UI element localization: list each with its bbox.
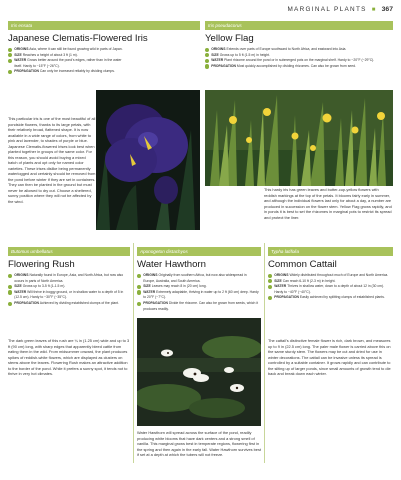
fact-water bbox=[8, 58, 126, 69]
fact-water bbox=[137, 290, 259, 301]
fact-key: WATER bbox=[143, 289, 156, 294]
fact-key: SIZE bbox=[143, 284, 151, 289]
fact-key: SIZE bbox=[274, 278, 282, 283]
fact-water bbox=[8, 290, 128, 301]
fact-text: Easily achieved by splitting clumps of established plants. bbox=[299, 295, 385, 300]
fact-list-japanese-iris bbox=[8, 47, 126, 75]
fact-text: Originally from southern Africa, but now also widespread in Europe, Australia, and South America. bbox=[143, 273, 247, 283]
fact-text: Leaves may reach 8 in (20 cm) long. bbox=[151, 284, 207, 289]
column-divider bbox=[133, 243, 134, 463]
water-icon bbox=[137, 290, 141, 294]
latin-name-bar-iris-ensata bbox=[8, 21, 200, 30]
plant-title-japanese-iris: Japanese Clematis-Flowered Iris bbox=[8, 33, 148, 44]
fact-origins bbox=[137, 273, 259, 284]
body-text-common-cattail: The cattail's distinctive female flower is rich, dark brown, and measures up to 9 in (22.5 cm) long. The paler male flower is carried above this on the same sturdy stem. The flowers may be cut and dried for use in winter decorations. The cattail can be invasive unless its spread is controlled by a suitable container. It grows rapidly and can contribute to the silting up of larger ponds, since small amounts of growth tend to die back and break down each winter. bbox=[268, 338, 391, 376]
section-title: MARGINAL PLANTS bbox=[287, 6, 367, 13]
fact-key: ORIGINS bbox=[14, 47, 29, 51]
fact-propagation bbox=[8, 301, 128, 307]
latin-name: Iris pseudacorus bbox=[208, 23, 242, 28]
body-text-yellow-flag: This hardy iris has green leaves and butter-cup-yellow flowers with reddish markings at the top of the petals. It blooms fairly early in summer, and although the individual flowers last only for about a day, a number are produced in succession on the flower stem. Yellow Flag grows rapidly, and in ponds it is best to set the rhizomes in marginal pots to restrict its spread and protect the liner. bbox=[264, 187, 392, 220]
latin-name: Typha latifolia bbox=[271, 249, 300, 254]
latin-name-bar-aponogeton bbox=[137, 247, 261, 256]
fact-key: PROPAGATION bbox=[274, 295, 299, 300]
latin-name-bar-typha bbox=[268, 247, 393, 256]
propagation-icon bbox=[268, 296, 272, 300]
propagation-icon bbox=[205, 64, 209, 68]
fact-key: ORIGINS bbox=[143, 273, 158, 277]
header-separator-icon: ■ bbox=[371, 6, 377, 13]
fact-list-yellow-flag bbox=[205, 47, 385, 69]
size-icon bbox=[268, 279, 272, 283]
page-number: 367 bbox=[381, 6, 393, 13]
fact-origins bbox=[8, 273, 128, 284]
water-icon bbox=[8, 59, 12, 63]
page-header bbox=[287, 6, 393, 13]
fact-propagation bbox=[8, 69, 126, 75]
body-text-water-hawthorn: Water Hawthorn will spread across the surface of the pond, readily producing white blooms that have dark centers and a strong smell of vanilla. This marginal grows best in temperate regions, flowering first in the spring and then again in the early fall. Water Hawthorn survives best if set at a depth at which the tubers will not freeze. bbox=[137, 430, 261, 457]
yellow-flag-photo bbox=[205, 90, 393, 186]
fact-text: Reaches a height of about 3 ft (1 m). bbox=[22, 52, 78, 57]
water-icon bbox=[205, 59, 209, 63]
fact-key: ORIGINS bbox=[211, 47, 226, 51]
fact-key: WATER bbox=[14, 289, 27, 294]
plant-title-water-hawthorn: Water Hawthorn bbox=[137, 259, 206, 270]
fact-text: Can only be increased reliably by dividing clumps. bbox=[39, 69, 115, 74]
propagation-icon bbox=[8, 70, 12, 74]
fact-key: SIZE bbox=[211, 52, 219, 57]
origins-icon bbox=[268, 274, 272, 278]
fact-key: SIZE bbox=[14, 284, 22, 289]
fact-key: WATER bbox=[274, 284, 287, 289]
fact-key: PROPAGATION bbox=[14, 300, 39, 305]
fact-key: PROPAGATION bbox=[14, 69, 39, 74]
fact-list-flowering-rush bbox=[8, 273, 128, 307]
water-hawthorn-photo bbox=[137, 318, 261, 426]
size-icon bbox=[8, 285, 12, 289]
water-icon bbox=[268, 285, 272, 289]
fact-list-water-hawthorn bbox=[137, 273, 259, 312]
fact-text: Most quickly accomplished by dividing rhizomes. Can also be grown from seed. bbox=[236, 63, 356, 68]
fact-propagation bbox=[268, 295, 392, 301]
fact-text: Grows better around the pond's edges, rather than in the water itself. Hardy to −15°F (−26°C). bbox=[14, 58, 122, 68]
fact-propagation bbox=[137, 301, 259, 312]
japanese-iris-photo bbox=[96, 90, 200, 230]
body-text-japanese-iris: This particular iris is one of the most beautiful of all pondside flowers, thanks to its large petals, with their relatively broad, flattened shape. It is now available in a wide range of colors, from white to pink and lavender, to shades of purple or blue. Japanese Clematis-flowered Irises look best when planted together in groups of the same color. For this reason, you should avoid buying a mixed batch of plants and opt only for named color varieties. These irises dislike being permanently waterlogged and certainly should be removed from the pond before winter if they are set in containers. They can then be planted in the ground but must never be allowed to dry out. Choose a sheltered, sunny position where they will not be affected by the wind. bbox=[8, 116, 96, 204]
body-text-flowering-rush: The dark green leaves of this rush are ¼ in (1.25 cm) wide and up to 3 ft (90 cm) long, with sharp edges that apparently bleed cattle from eating them in the wild. From midsummer onward, the plant produces spikes of reddish-white flowers, which are displayed as clusters on stems above the leaves. Flowering Rush makes an attractive addition to the border of the pond. While it prefers a sunny spot, it tends not to thrive in very hot climates. bbox=[8, 338, 130, 376]
fact-key: PROPAGATION bbox=[211, 63, 236, 68]
fact-key: ORIGINS bbox=[274, 273, 289, 277]
fact-text: Grows up to 5 ft (1.5 m) in height. bbox=[219, 52, 271, 57]
water-icon bbox=[8, 290, 12, 294]
latin-name-bar-butomus bbox=[8, 247, 130, 256]
fact-key: PROPAGATION bbox=[143, 300, 168, 305]
latin-name: Aponogeton distachyos bbox=[140, 249, 188, 254]
fact-text: Grows up to 3-5 ft (1-1.5 m). bbox=[22, 284, 66, 289]
fact-text: Extends over parts of Europe southward to North Africa, and eastward into Asia. bbox=[226, 47, 347, 51]
fact-text: Thrives in shallow water, down to a depth of about 12 in (30 cm). Hardy to −40°F (−40°C). bbox=[274, 284, 384, 294]
propagation-icon bbox=[8, 302, 12, 306]
plant-title-flowering-rush: Flowering Rush bbox=[8, 259, 75, 270]
fact-text: Extremely adaptable, thriving in water up to 2 ft (60 cm) deep. Hardy to 20°F (−7°C). bbox=[143, 289, 259, 300]
fact-propagation bbox=[205, 64, 385, 70]
latin-name: Iris ensata bbox=[11, 23, 33, 28]
size-icon bbox=[8, 53, 12, 57]
size-icon bbox=[137, 285, 141, 289]
plant-title-yellow-flag: Yellow Flag bbox=[205, 33, 254, 44]
fact-water bbox=[268, 284, 392, 295]
origins-icon bbox=[8, 48, 12, 52]
fact-text: Divide the rhizome. Can also be grown from seeds, which it produces readily. bbox=[143, 300, 259, 311]
origins-icon bbox=[205, 48, 209, 52]
fact-text: Naturally found in Europe, Asia, and North Africa, but now also occurs in parts of North America. bbox=[14, 273, 124, 283]
fact-key: ORIGINS bbox=[14, 273, 29, 277]
fact-text: Widely distributed throughout much of Europe and North America. bbox=[289, 273, 389, 277]
fact-list-common-cattail bbox=[268, 273, 392, 301]
plant-title-common-cattail: Common Cattail bbox=[268, 259, 337, 270]
origins-icon bbox=[137, 274, 141, 278]
fact-key: SIZE bbox=[14, 52, 22, 57]
fact-text: Can reach 6-10 ft (2-3 m) in height. bbox=[282, 278, 336, 283]
fact-key: WATER bbox=[14, 58, 27, 63]
propagation-icon bbox=[137, 302, 141, 306]
column-divider bbox=[264, 243, 265, 463]
size-icon bbox=[205, 53, 209, 57]
fact-text: Achieved by dividing established clumps of the plant. bbox=[39, 300, 120, 305]
fact-text: Will thrive in boggy ground, or in shallow water to a depth of 5 in (12.5 cm). Hardy to −30°F (−35°C). bbox=[14, 289, 124, 300]
fact-text: Plant rhizome around the pond or in submerged pots on the marginal shelf. Hardy to −20°F (−29°C). bbox=[224, 58, 375, 63]
origins-icon bbox=[8, 274, 12, 278]
fact-key: WATER bbox=[211, 58, 224, 63]
latin-name-bar-iris-pseudacorus bbox=[205, 21, 393, 30]
fact-text: Asia, where it can still be found growing wild in parts of Japan. bbox=[29, 47, 123, 51]
latin-name: Butomus umbellatus bbox=[11, 249, 53, 254]
